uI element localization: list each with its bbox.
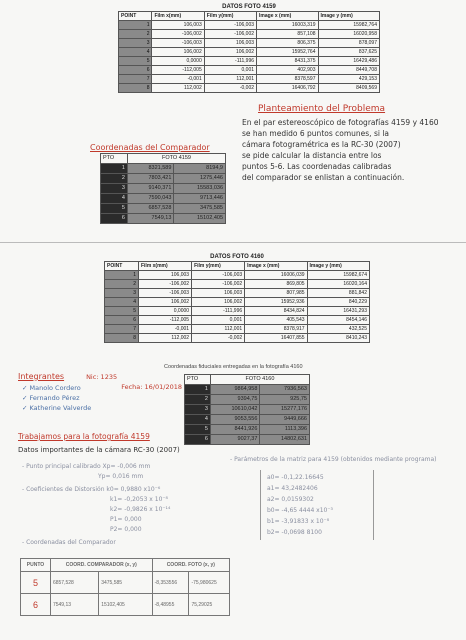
cell: 112,002 <box>138 334 191 343</box>
cell: 10610,042 <box>210 405 260 415</box>
matrix-params <box>230 456 458 540</box>
cell: 8441,926 <box>210 425 260 435</box>
cell: 6 <box>185 435 211 445</box>
cell: 3 <box>185 405 211 415</box>
table-row <box>105 334 370 343</box>
cell: 1113,396 <box>260 425 310 435</box>
problem-line: se pide calcular la distancia entre los <box>242 151 382 160</box>
cell: 807,985 <box>245 289 307 298</box>
matrix-bracket <box>260 470 374 540</box>
cell: 1 <box>101 164 128 174</box>
problem-line: En el par estereoscópico de fotografías 4159 y 4160 <box>242 118 439 127</box>
cell: 9713,446 <box>174 194 226 204</box>
table-header-row <box>21 559 230 572</box>
param-line: P1= 0,000 <box>110 516 142 523</box>
trabajamos-heading: Trabajamos para la fotografía 4159 <box>18 432 150 441</box>
member-item: ✓ Manolo Cordero <box>22 384 81 392</box>
page-divider <box>0 242 466 243</box>
matrix-line: b1= -3,91833 x 10⁻⁸ <box>267 518 330 525</box>
col-header: FOTO 4160 <box>210 375 309 385</box>
cell: 0,0000 <box>138 307 191 316</box>
col-header: Film y(mm) <box>192 262 245 271</box>
table-header-row <box>101 154 226 164</box>
cell: 106,002 <box>138 298 191 307</box>
cell: 840,229 <box>307 298 369 307</box>
table-row <box>21 572 230 594</box>
table-row <box>101 194 226 204</box>
table-row <box>185 395 310 405</box>
cell: 16020,958 <box>318 30 380 39</box>
param-line: k1= -0,2053 x 10⁻⁸ <box>110 496 168 503</box>
col-header: Film x(mm) <box>138 262 191 271</box>
table-4159-title: DATOS FOTO 4159 <box>222 4 276 10</box>
cell: 7549,13 <box>127 214 173 224</box>
cell: 405,543 <box>245 316 307 325</box>
table-row <box>101 174 226 184</box>
cell: 6 <box>105 316 139 325</box>
cell: 106,003 <box>204 39 256 48</box>
col-header: FOTO 4159 <box>127 154 225 164</box>
cell: -106,003 <box>152 39 204 48</box>
param-line: - Coeficientes de Distorsión k0= 0,9880 x10⁻⁶ <box>22 486 161 493</box>
cell: 5 <box>119 57 152 66</box>
cell: 6857,528 <box>127 204 173 214</box>
col-header: Image x (mm) <box>245 262 307 271</box>
matrix-line: a0= -0,1,22.16645 <box>267 474 324 481</box>
table-row <box>105 280 370 289</box>
cell: 16406,792 <box>257 84 318 93</box>
cell: 7936,563 <box>260 385 310 395</box>
cell: 15982,764 <box>318 21 380 30</box>
cell: -0,002 <box>204 84 256 93</box>
cell: 878,097 <box>318 39 380 48</box>
cell: 5 <box>101 204 128 214</box>
fecha-label: Fecha: 16/01/2018 <box>121 383 182 391</box>
cell: 15952,936 <box>245 298 307 307</box>
integrantes-heading: Integrantes <box>18 372 65 381</box>
problem-line: cámara fotogramétrica es la RC-30 (2007) <box>242 140 401 149</box>
table-row <box>105 271 370 280</box>
cell: -106,003 <box>192 271 245 280</box>
table-row <box>105 289 370 298</box>
cell: 16006,039 <box>245 271 307 280</box>
cell: 9053,556 <box>210 415 260 425</box>
col-header: PUNTO <box>21 559 51 572</box>
table-row <box>119 30 380 39</box>
table-row <box>105 316 370 325</box>
fiducial-table <box>184 374 310 445</box>
cell: 106,003 <box>138 271 191 280</box>
nic-label: Nic: 1235 <box>86 373 118 381</box>
cell: -112,005 <box>138 316 191 325</box>
cell: 106,003 <box>152 21 204 30</box>
table-row <box>101 214 226 224</box>
matrix-heading: - Parámetros de la matriz para 4159 (obtenidos mediante programa) <box>230 456 437 463</box>
table-4160 <box>104 261 370 343</box>
cell: 881,842 <box>307 289 369 298</box>
table-4159-block <box>118 4 380 93</box>
cell: 15583,036 <box>174 184 226 194</box>
cell: 112,002 <box>152 84 204 93</box>
cell: 6 <box>21 594 51 616</box>
camera-subheading: Datos importantes de la cámara RC-30 (2007) <box>18 446 180 454</box>
table-row <box>105 325 370 334</box>
cell: 15102,405 <box>174 214 226 224</box>
cell: 106,003 <box>192 289 245 298</box>
cell: 8434,824 <box>245 307 307 316</box>
cell: -111,996 <box>204 57 256 66</box>
table-row <box>185 435 310 445</box>
fiducial-caption: Coordenadas fiduciales entregadas en la fotografía 4160 <box>164 364 303 370</box>
cell: 8431,375 <box>257 57 318 66</box>
cell: 7 <box>119 75 152 84</box>
matrix-line: a2= 0,0159302 <box>267 496 314 503</box>
table-row <box>119 21 380 30</box>
col-header: POINT <box>119 12 152 21</box>
col-header: PTO <box>101 154 128 164</box>
cell: 7 <box>105 325 139 334</box>
param-line: k2= -0,9826 x 10⁻¹⁴ <box>110 506 171 513</box>
table-row <box>21 594 230 616</box>
table-row <box>119 84 380 93</box>
param-line: Yp= 0,016 mm <box>98 473 144 480</box>
cell: 5 <box>21 572 51 594</box>
cell: 3475,585 <box>174 204 226 214</box>
table-row <box>105 298 370 307</box>
cell: 6 <box>101 214 128 224</box>
cell: 2 <box>101 174 128 184</box>
member-item: ✓ Katherine Valverde <box>22 404 92 412</box>
cell: 75,29025 <box>189 594 230 616</box>
cell: -0,002 <box>192 334 245 343</box>
table-row <box>185 415 310 425</box>
members-list <box>22 383 91 413</box>
cell: -75,980625 <box>189 572 230 594</box>
cell: 0,0000 <box>152 57 204 66</box>
problem-text <box>242 117 464 183</box>
cell: -106,003 <box>138 289 191 298</box>
cell: 1 <box>119 21 152 30</box>
coordinates-mini-table <box>20 558 230 616</box>
member-name: Manolo Cordero <box>29 384 81 392</box>
cell: 8378,597 <box>257 75 318 84</box>
cell: 6 <box>119 66 152 75</box>
cell: 8410,243 <box>307 334 369 343</box>
cell: 2 <box>105 280 139 289</box>
cell: -111,996 <box>192 307 245 316</box>
problem-line: puntos 5-6. Las coordenadas calibradas <box>242 162 392 171</box>
member-name: Katherine Valverde <box>29 404 92 412</box>
cell: 4 <box>101 194 128 204</box>
problem-heading: Planteamiento del Problema <box>258 104 386 114</box>
col-header: COORD. FOTO (x, y) <box>152 559 229 572</box>
cell: -106,002 <box>192 280 245 289</box>
problem-line: del comparador se enlistan a continuación. <box>242 173 405 182</box>
cell: 1 <box>105 271 139 280</box>
cell: 8449,708 <box>318 66 380 75</box>
cell: 16431,293 <box>307 307 369 316</box>
cell: 3 <box>105 289 139 298</box>
cell: 432,525 <box>307 325 369 334</box>
table-row <box>105 307 370 316</box>
cell: 9864,958 <box>210 385 260 395</box>
cell: 16407,855 <box>245 334 307 343</box>
table-row <box>119 57 380 66</box>
table-row <box>185 405 310 415</box>
table-row <box>101 184 226 194</box>
table-4160-title: DATOS FOTO 4160 <box>210 254 264 260</box>
cell: 7549,13 <box>50 594 98 616</box>
col-header: Image x (mm) <box>257 12 318 21</box>
cell: 8 <box>119 84 152 93</box>
matrix-line: b0= -4,65 4444 x10⁻³ <box>267 507 333 514</box>
cell: 8 <box>105 334 139 343</box>
cell: 857,108 <box>257 30 318 39</box>
cell: 15952,764 <box>257 48 318 57</box>
member-item: ✓ Fernando Pérez <box>22 394 80 402</box>
cell: 9394,75 <box>210 395 260 405</box>
cell: -8,353556 <box>152 572 189 594</box>
col-header: PTO <box>185 375 211 385</box>
cell: -106,002 <box>138 280 191 289</box>
cell: 112,001 <box>204 75 256 84</box>
cell: 869,805 <box>245 280 307 289</box>
cell: 2 <box>185 395 211 405</box>
cell: 7590,043 <box>127 194 173 204</box>
cell: -106,002 <box>204 30 256 39</box>
cell: 7803,421 <box>127 174 173 184</box>
table-row <box>119 48 380 57</box>
matrix-line: b2= -0,0698 8100 <box>267 529 322 536</box>
table-row <box>119 75 380 84</box>
cell: 837,625 <box>318 48 380 57</box>
cell: 2 <box>119 30 152 39</box>
cell: 9140,371 <box>127 184 173 194</box>
table-header-row <box>119 12 380 21</box>
param-line: - Punto principal calibrado Xp= -0,006 mm <box>22 463 151 470</box>
cell: 4 <box>119 48 152 57</box>
cell: 16429,486 <box>318 57 380 66</box>
cell: 3475,585 <box>99 572 152 594</box>
cell: -106,002 <box>152 30 204 39</box>
cell: 15277,176 <box>260 405 310 415</box>
cell: 112,001 <box>192 325 245 334</box>
cell: -106,003 <box>204 21 256 30</box>
cell: 106,002 <box>204 48 256 57</box>
table-row <box>185 425 310 435</box>
table-row <box>119 66 380 75</box>
cell: 3 <box>101 184 128 194</box>
cell: 8321,589 <box>127 164 173 174</box>
cell: 1275,446 <box>174 174 226 184</box>
table-row <box>119 39 380 48</box>
col-header: POINT <box>105 262 139 271</box>
col-header: Image y (mm) <box>307 262 369 271</box>
cell: 9449,666 <box>260 415 310 425</box>
cell: -8,48955 <box>152 594 189 616</box>
col-header: COORD. COMPARADOR (x, y) <box>50 559 152 572</box>
cell: -0,001 <box>138 325 191 334</box>
cell: 806,375 <box>257 39 318 48</box>
cell: -0,001 <box>152 75 204 84</box>
cell: 4 <box>185 415 211 425</box>
integrantes-block <box>18 372 188 413</box>
cell: 5 <box>185 425 211 435</box>
cell: 8409,569 <box>318 84 380 93</box>
cell: -112,005 <box>152 66 204 75</box>
cell: 8378,917 <box>245 325 307 334</box>
cell: 15102,405 <box>99 594 152 616</box>
param-line: - Coordenadas del Comparador <box>22 539 116 546</box>
cell: 8454,146 <box>307 316 369 325</box>
cell: 16020,164 <box>307 280 369 289</box>
table-header-row <box>185 375 310 385</box>
member-name: Fernando Pérez <box>29 394 80 402</box>
cell: 925,75 <box>260 395 310 405</box>
cell: 0,001 <box>204 66 256 75</box>
problem-line: se han medido 6 puntos comunes, si la <box>242 129 390 138</box>
comparador-heading: Coordenadas del Comparador <box>90 143 210 152</box>
cell: 9027,37 <box>210 435 260 445</box>
col-header: Image y (mm) <box>318 12 380 21</box>
table-row <box>101 164 226 174</box>
cell: 6857,528 <box>50 572 98 594</box>
cell: 14802,631 <box>260 435 310 445</box>
cell: 16003,319 <box>257 21 318 30</box>
matrix-line: a1= 43,2482406 <box>267 485 318 492</box>
cell: 0,001 <box>192 316 245 325</box>
cell: 106,002 <box>192 298 245 307</box>
col-header: Film y(mm) <box>204 12 256 21</box>
table-header-row <box>105 262 370 271</box>
cell: 429,153 <box>318 75 380 84</box>
cell: 1 <box>185 385 211 395</box>
table-row <box>185 385 310 395</box>
problem-notes <box>242 104 464 183</box>
cell: 4 <box>105 298 139 307</box>
table-4160-block <box>104 254 370 343</box>
cell: 106,002 <box>152 48 204 57</box>
table-4159 <box>118 11 380 93</box>
param-line: P2= 0,000 <box>110 526 142 533</box>
cell: 3 <box>119 39 152 48</box>
table-row <box>101 204 226 214</box>
cell: 8194,9 <box>174 164 226 174</box>
col-header: Film x(mm) <box>152 12 204 21</box>
cell: 5 <box>105 307 139 316</box>
cell: 15982,674 <box>307 271 369 280</box>
camera-params-left <box>22 462 232 548</box>
cell: 402,903 <box>257 66 318 75</box>
comparador-table <box>100 153 226 224</box>
